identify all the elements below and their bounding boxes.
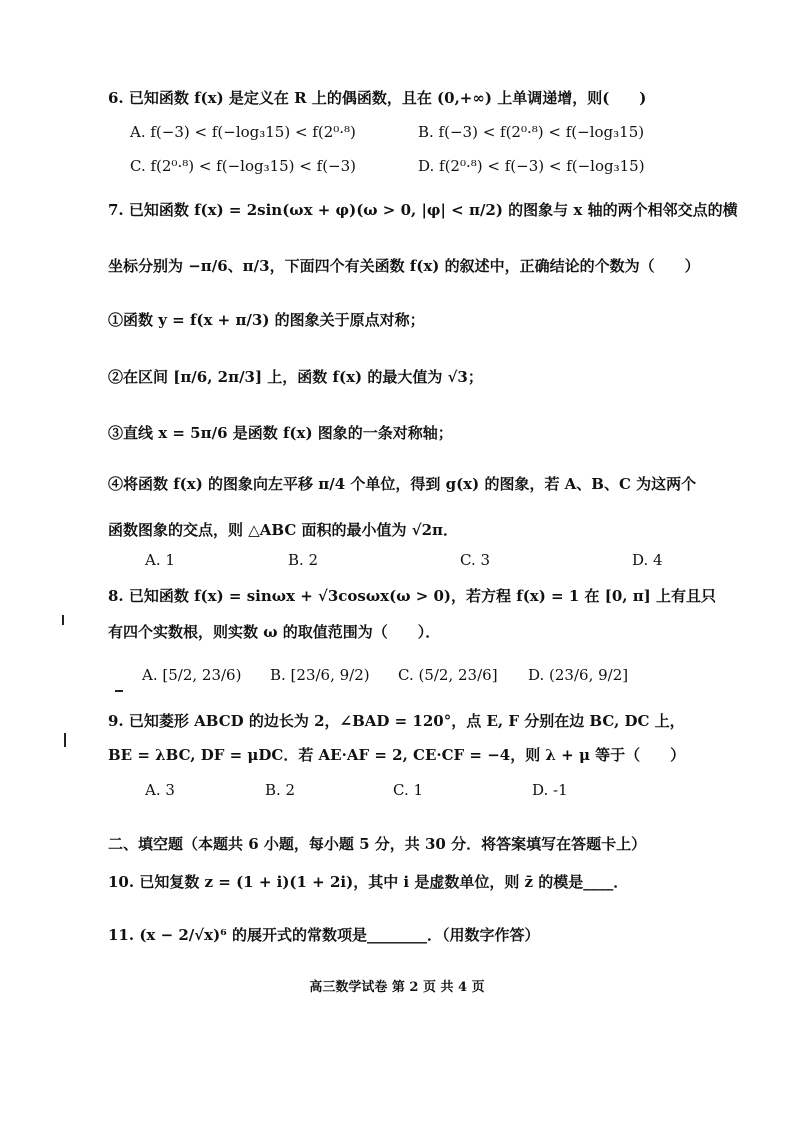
q7-statement-4-line1: ④将函数 f(x) 的图象向左平移 π/4 个单位，得到 g(x) 的图象，若 A、B、C 为这两个 [108,475,697,493]
q8-option-a: A. [5/2, 23/6) [142,666,242,684]
scan-mark [62,615,64,625]
q7-statement-3: ③直线 x = 5π/6 是函数 f(x) 图象的一条对称轴； [108,424,453,442]
q9-option-a: A. 3 [145,781,175,799]
q7-option-a: A. 1 [145,551,175,569]
q6-option-b: B. f(−3) < f(2⁰·⁸) < f(−log₃15) [418,123,645,141]
q9-stem-line1: 9. 已知菱形 ABCD 的边长为 2，∠BAD = 120°，点 E, F 分别在边 BC, DC 上， [108,712,685,730]
q6-stem: 6. 已知函数 f(x) 是定义在 R 上的偶函数，且在 (0,+∞) 上单调递增，则( ) [108,89,647,107]
scan-mark [115,690,123,692]
q6-option-a: A. f(−3) < f(−log₃15) < f(2⁰·⁸) [130,123,356,141]
q9-stem-line2: BE = λBC, DF = μDC．若 AE·AF = 2, CE·CF = −4，则 λ + μ 等于（ ） [108,746,686,764]
q10-stem: 10. 已知复数 z = (1 + i)(1 + 2i)，其中 i 是虚数单位，则 z̄ 的模是____． [108,873,629,891]
q8-stem-line2: 有四个实数根，则实数 ω 的取值范围为（ ）． [108,623,441,641]
scan-mark [64,733,66,747]
q6-option-d: D. f(2⁰·⁸) < f(−3) < f(−log₃15) [418,157,645,175]
q9-option-b: B. 2 [265,781,296,799]
q7-stem-line2: 坐标分别为 −π/6、π/3，下面四个有关函数 f(x) 的叙述中，正确结论的个数为（ ） [108,257,700,275]
q8-option-d: D. (23/6, 9/2] [528,666,629,684]
q7-statement-4-line2: 函数图象的交点，则 △ABC 面积的最小值为 √2π． [108,521,459,539]
q8-option-c: C. (5/2, 23/6] [398,666,498,684]
page-footer: 高三数学试卷 第 2 页 共 4 页 [309,980,485,995]
q11-stem: 11. (x − 2/√x)⁶ 的展开式的常数项是________．（用数字作答） [108,926,540,944]
q7-option-d: D. 4 [632,551,663,569]
q7-stem-line1: 7. 已知函数 f(x) = 2sin(ωx + φ)(ω > 0, |φ| < π/2) 的图象与 x 轴的两个相邻交点的横 [108,201,738,219]
q9-option-c: C. 1 [393,781,424,799]
q7-option-b: B. 2 [288,551,319,569]
q6-option-c: C. f(2⁰·⁸) < f(−log₃15) < f(−3) [130,157,357,175]
q9-option-d: D. -1 [532,781,568,799]
q8-option-b: B. [23/6, 9/2) [270,666,370,684]
q8-stem-line1: 8. 已知函数 f(x) = sinωx + √3cosωx(ω > 0)，若方程 f(x) = 1 在 [0, π] 上有且只 [108,587,717,605]
q7-option-c: C. 3 [460,551,491,569]
q7-statement-2: ②在区间 [π/6, 2π/3] 上，函数 f(x) 的最大值为 √3； [108,368,483,386]
q7-statement-1: ①函数 y = f(x + π/3) 的图象关于原点对称； [108,311,425,329]
section-2-heading: 二、填空题（本题共 6 小题，每小题 5 分，共 30 分．将答案填写在答题卡上） [108,835,647,853]
